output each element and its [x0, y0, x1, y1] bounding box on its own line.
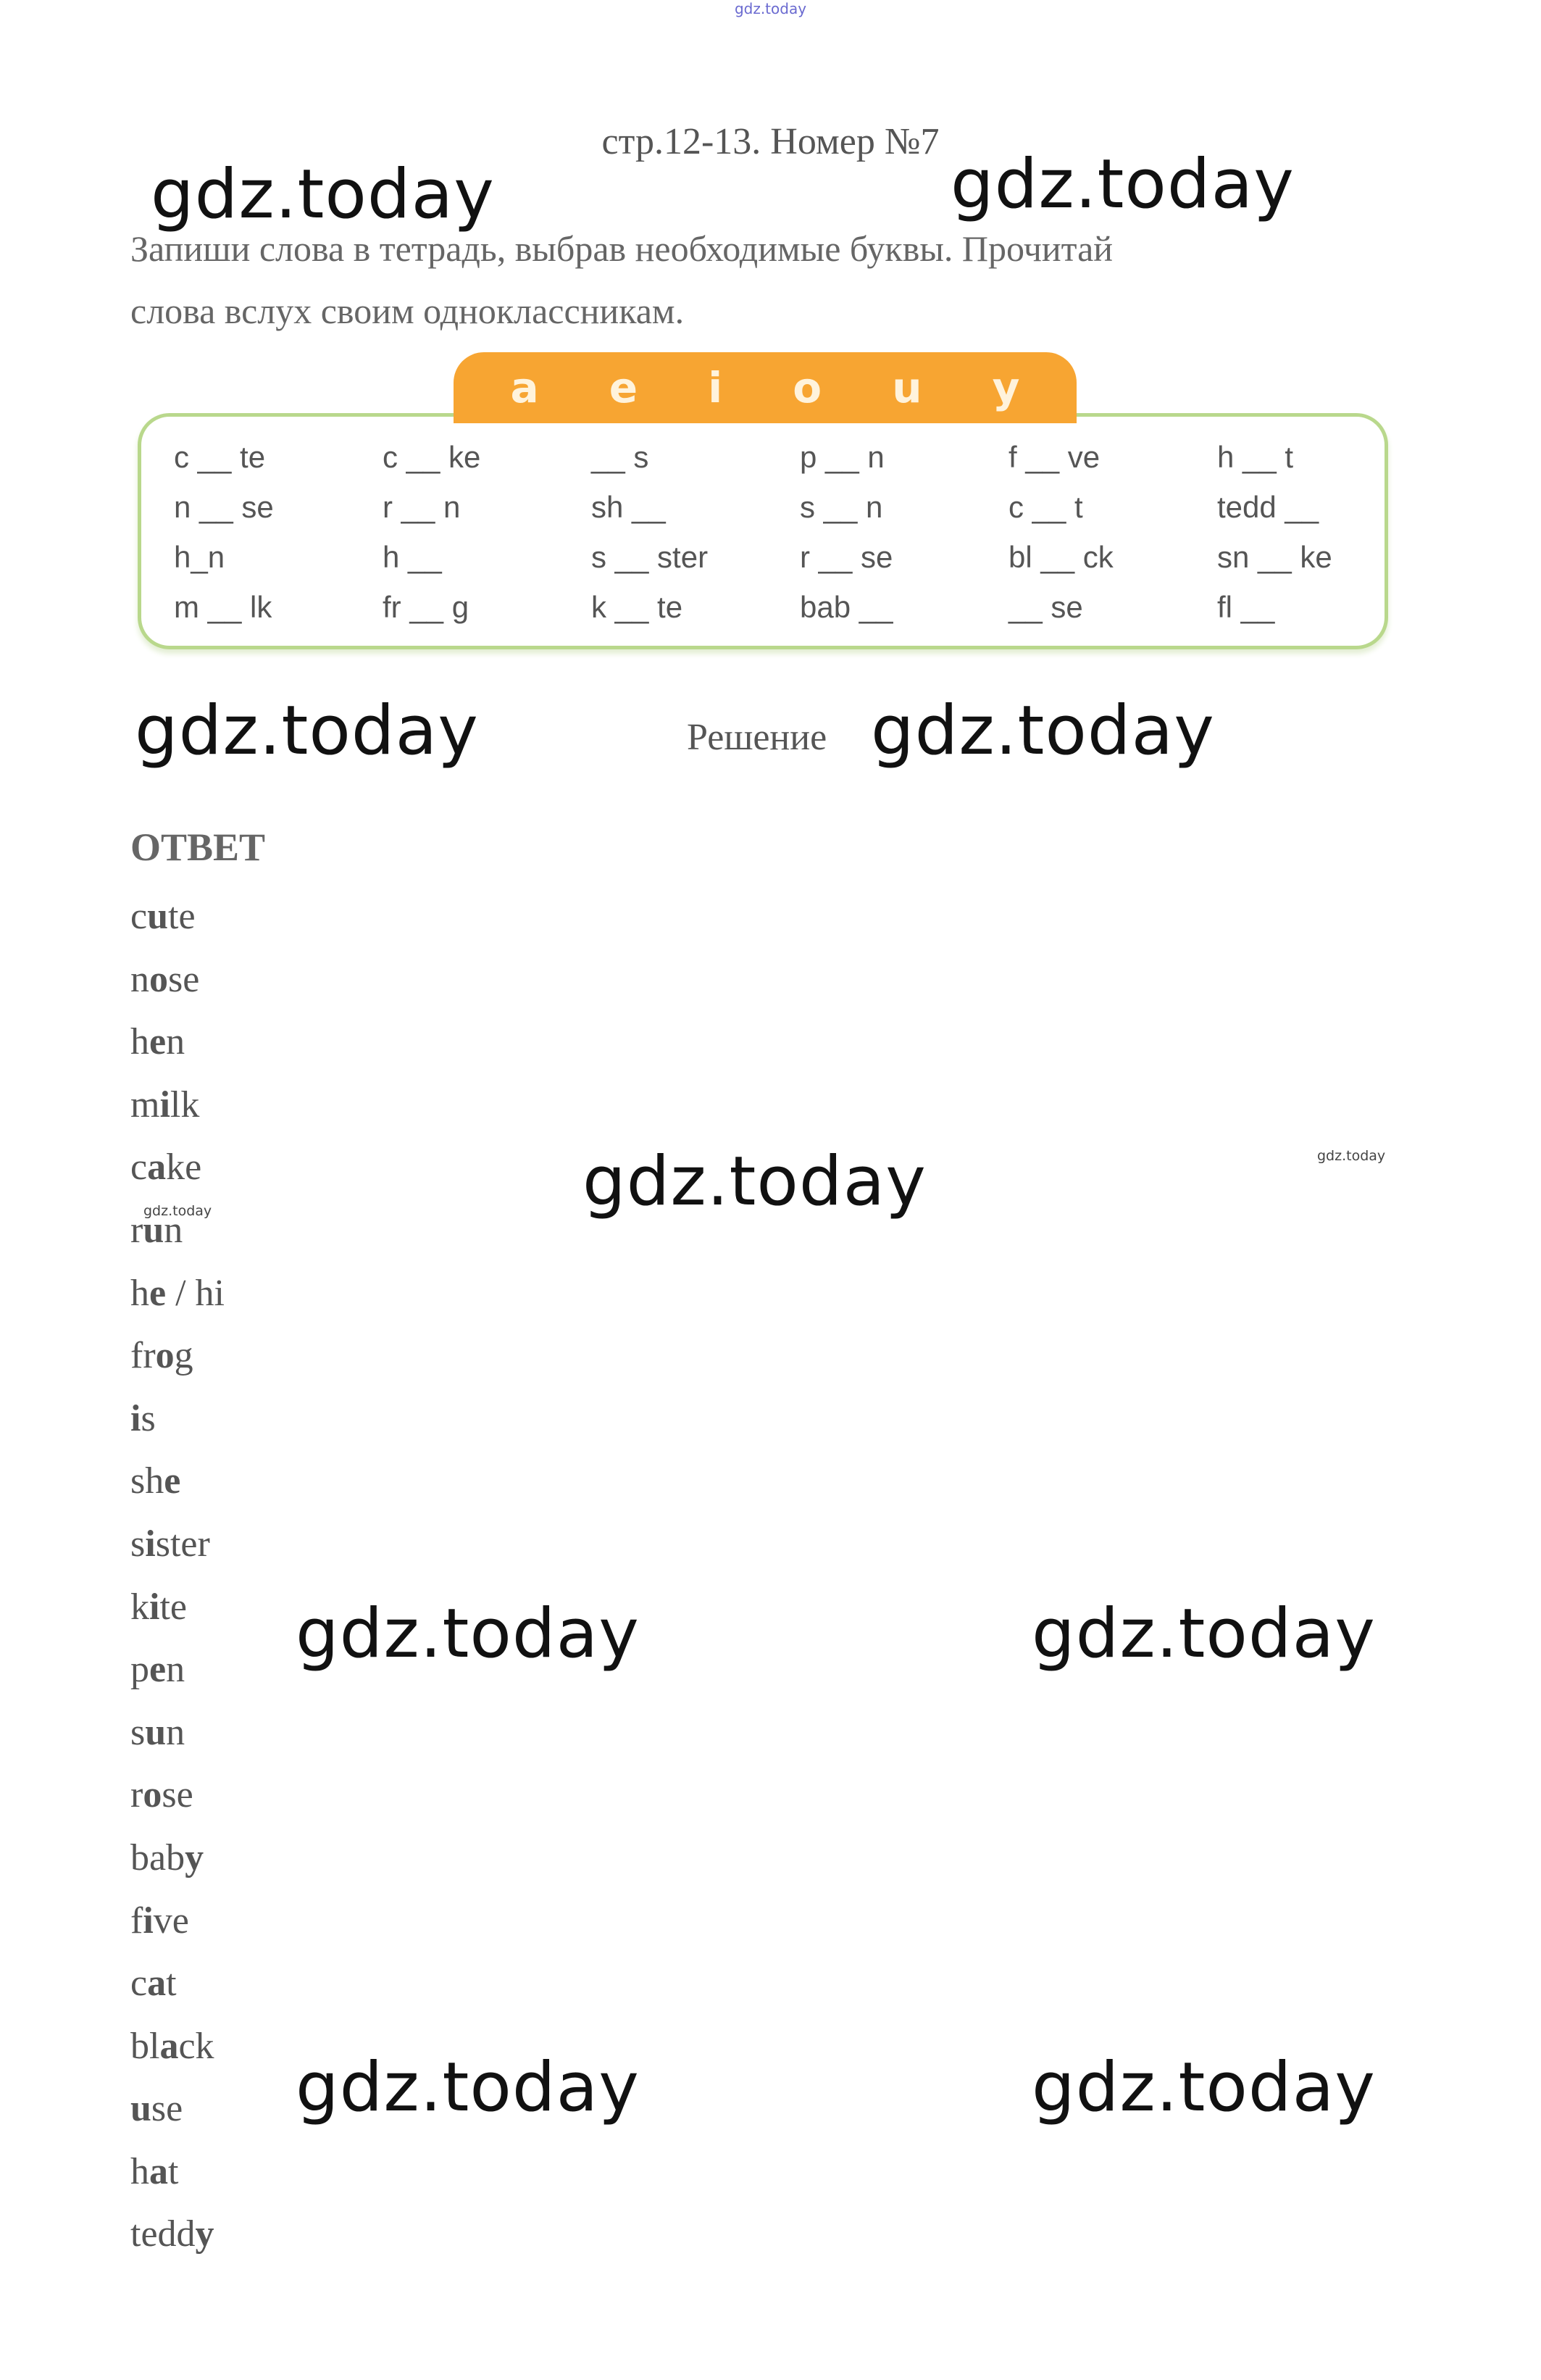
vowel-letter: o — [793, 363, 822, 412]
task-text — [130, 217, 1362, 342]
word-gap: sh __ — [591, 490, 666, 524]
answer-word-start: fr — [130, 1335, 156, 1377]
answer-word-end: ke — [166, 1147, 202, 1189]
answer-missing-letter: o — [149, 958, 168, 1000]
answer-word — [130, 1199, 225, 1262]
solution-label: Решение — [687, 717, 827, 758]
answer-word — [130, 1325, 225, 1388]
vowel-letter: y — [992, 363, 1020, 412]
watermark-text: gdz.today — [871, 691, 1215, 770]
answer-word-start: s — [130, 1711, 146, 1753]
answer-word-end: n — [166, 1711, 185, 1753]
answer-missing-letter: e — [164, 1460, 181, 1502]
word-gap: h_n — [174, 540, 225, 574]
answer-word-start: h — [130, 2150, 149, 2192]
answer-missing-letter: y — [185, 1836, 204, 1878]
vowel-letter: a — [510, 363, 539, 412]
word-gap: k __ te — [591, 590, 683, 624]
answer-word-start: p — [130, 1649, 149, 1691]
answer-missing-letter: a — [147, 1147, 167, 1189]
answer-word-end: te — [168, 896, 196, 937]
answer-missing-letter: o — [155, 1335, 175, 1377]
word-gap: s __ n — [800, 490, 883, 524]
answer-word-end: se — [151, 2088, 183, 2130]
answer-word-end: lk — [170, 1083, 200, 1125]
answer-word-end: t — [168, 2150, 179, 2192]
word-gap: f __ ve — [1008, 440, 1101, 474]
answer-word-start: c — [130, 1147, 148, 1189]
answer-word-end: t — [166, 1963, 177, 2005]
watermark-text: gdz.today — [1032, 2048, 1376, 2127]
answer-missing-letter: u — [145, 1711, 167, 1753]
watermark-text: gdz.today — [1032, 1594, 1376, 1673]
answer-word-start: f — [130, 1900, 143, 1942]
answer-word-start: bab — [130, 1836, 185, 1878]
vowel-letter: i — [708, 363, 723, 412]
answer-word — [130, 1827, 225, 1890]
answer-missing-letter: i — [159, 1083, 170, 1125]
answer-word-start: h — [130, 1272, 149, 1314]
word-gap: sn __ ke — [1217, 540, 1332, 574]
answer-word-end: te — [159, 1586, 187, 1628]
exercise-grid — [174, 432, 1377, 632]
answer-word-start: bl — [130, 2025, 160, 2067]
task-line-1: Запиши слова в тетрадь, выбрав необходимые буквы. Прочитай — [130, 228, 1114, 269]
answer-word — [130, 1262, 225, 1326]
answer-word-end: ster — [155, 1523, 210, 1565]
answer-word-end: n — [166, 1649, 185, 1691]
answer-missing-letter: i — [130, 1397, 141, 1439]
answer-word — [130, 1764, 225, 1827]
word-gap: bl __ ck — [1008, 540, 1114, 574]
word-gap: bab __ — [800, 590, 893, 624]
answer-missing-letter: y — [195, 2213, 214, 2255]
answer-missing-letter: e — [149, 1021, 167, 1063]
answer-word-end: se — [168, 958, 200, 1000]
word-gap: __ s — [591, 440, 649, 474]
answer-word — [130, 1513, 225, 1576]
word-gap: h __ — [383, 540, 442, 574]
answer-word-start: tedd — [130, 2213, 196, 2255]
answer-missing-letter: a — [149, 2150, 168, 2192]
task-line-2: слова вслух своим одноклассникам. — [130, 291, 685, 331]
vowel-letter: e — [609, 363, 638, 412]
watermark-text: gdz.today — [151, 155, 495, 234]
word-gap: n __ se — [174, 490, 274, 524]
watermark-text: gdz.today — [296, 1594, 640, 1673]
answer-word-start: k — [130, 1586, 149, 1628]
answer-word-end: n — [164, 1209, 183, 1251]
answer-word — [130, 1702, 225, 1765]
answer-missing-letter: a — [159, 2025, 179, 2067]
answer-missing-letter: u — [147, 896, 169, 937]
answer-word-start: n — [130, 958, 149, 1000]
answer-missing-letter: o — [143, 1774, 162, 1816]
answer-title: ОТВЕТ — [130, 825, 266, 869]
answer-word-end: se — [162, 1774, 193, 1816]
answer-word-end: s — [141, 1397, 156, 1439]
word-gap: fr __ g — [383, 590, 469, 624]
answer-word-end: n — [166, 1021, 185, 1063]
answer-word-end: g — [174, 1335, 193, 1377]
answer-word-start: r — [130, 1774, 143, 1816]
word-gap: c __ te — [174, 440, 266, 474]
answer-word — [130, 1136, 225, 1199]
answer-missing-letter: u — [143, 1209, 164, 1251]
answer-word-start: m — [130, 1083, 160, 1125]
watermark-text: gdz.today — [135, 691, 479, 770]
word-gap: p __ n — [800, 440, 885, 474]
word-gap: fl __ — [1217, 590, 1275, 624]
word-gap: s __ ster — [591, 540, 709, 574]
answer-word — [130, 1074, 225, 1137]
page-title: стр.12-13. Номер №7 — [601, 121, 940, 162]
answer-word-start: h — [130, 1021, 149, 1063]
answer-word — [130, 1952, 225, 2015]
answer-missing-letter: e — [149, 1272, 167, 1314]
word-gap: r __ n — [383, 490, 461, 524]
answer-missing-letter: i — [145, 1523, 156, 1565]
small-watermark: gdz.today — [1317, 1148, 1386, 1164]
word-gap: h __ t — [1217, 440, 1294, 474]
answer-missing-letter: e — [149, 1649, 167, 1691]
answer-word — [130, 1450, 225, 1513]
answer-word — [130, 2015, 225, 2079]
answer-missing-letter: a — [147, 1963, 167, 2005]
word-gap: m __ lk — [174, 590, 272, 624]
answer-word — [130, 949, 225, 1012]
word-gap: c __ t — [1008, 490, 1083, 524]
watermark-text: gdz.today — [582, 1142, 927, 1221]
answer-word-start: sh — [130, 1460, 164, 1502]
answer-word-start: c — [130, 1963, 148, 2005]
vowel-tab — [454, 352, 1077, 423]
answer-word — [130, 1576, 225, 1639]
answer-word-end: ck — [178, 2025, 214, 2067]
answer-word-start: c — [130, 896, 148, 937]
answer-list — [130, 886, 225, 2266]
word-gap: r __ se — [800, 540, 893, 574]
answer-word — [130, 1639, 225, 1702]
answer-word — [130, 1011, 225, 1074]
vowel-letter: u — [892, 363, 922, 412]
word-gap: tedd __ — [1217, 490, 1319, 524]
answer-word-end: ve — [153, 1900, 189, 1942]
answer-word-end: / hi — [166, 1272, 225, 1314]
answer-word — [130, 2078, 225, 2141]
word-gap: c __ ke — [383, 440, 481, 474]
answer-word-start: r — [130, 1209, 143, 1251]
answer-word — [130, 2203, 225, 2266]
watermark-text: gdz.today — [296, 2048, 640, 2127]
answer-word — [130, 1388, 225, 1451]
answer-missing-letter: i — [149, 1586, 160, 1628]
answer-word — [130, 2141, 225, 2204]
answer-word — [130, 1890, 225, 1953]
answer-missing-letter: i — [143, 1900, 154, 1942]
small-watermark: gdz.today — [143, 1203, 212, 1219]
word-gap: __ se — [1008, 590, 1083, 624]
watermark-text: gdz.today — [951, 145, 1295, 224]
answer-missing-letter: u — [130, 2088, 151, 2130]
answer-word-start: s — [130, 1523, 146, 1565]
answer-word — [130, 886, 225, 949]
top-watermark: gdz.today — [734, 0, 807, 17]
